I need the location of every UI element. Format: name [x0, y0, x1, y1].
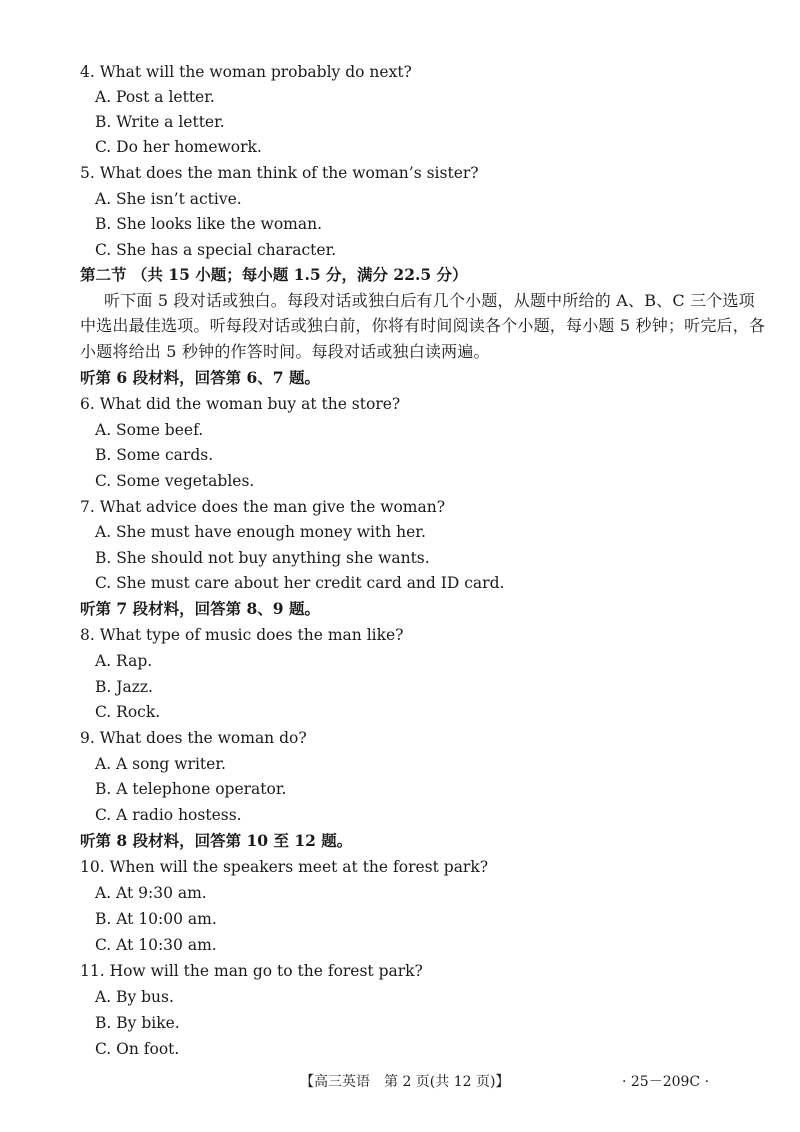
option: C. At 10:30 am.: [95, 936, 217, 954]
question-7: 7. What advice does the man give the woman?: [80, 498, 446, 516]
option: C. Rock.: [95, 703, 161, 721]
option: C. She has a special character.: [95, 241, 337, 259]
option: B. Jazz.: [95, 678, 153, 696]
option: A. Some beef.: [95, 421, 204, 439]
option: B. She looks like the woman.: [95, 215, 323, 233]
option: B. A telephone operator.: [95, 780, 287, 798]
option: C. On foot.: [95, 1040, 180, 1058]
section-heading: 第二节 （共 15 小题；每小题 1.5 分，满分 22.5 分）: [80, 265, 468, 284]
page-footer-code: · 25－209C ·: [622, 1074, 710, 1090]
question-4: 4. What will the woman probably do next?: [80, 63, 412, 81]
material-heading: 听第 7 段材料，回答第 8、9 题。: [80, 599, 320, 618]
option: A. At 9:30 am.: [95, 884, 207, 902]
option: B. She should not buy anything she wants.: [95, 549, 430, 567]
question-5: 5. What does the man think of the woman’s sister?: [80, 164, 479, 182]
option: A. She must have enough money with her.: [95, 523, 426, 541]
option: B. At 10:00 am.: [95, 910, 217, 928]
option: B. By bike.: [95, 1014, 180, 1032]
question-6: 6. What did the woman buy at the store?: [80, 395, 401, 413]
option: C. She must care about her credit card and ID card.: [95, 574, 505, 592]
material-heading: 听第 6 段材料，回答第 6、7 题。: [80, 368, 320, 387]
page-footer-label: 【高三英语 第 2 页(共 12 页)】: [300, 1074, 510, 1090]
option: C. Some vegetables.: [95, 472, 255, 490]
option: C. A radio hostess.: [95, 806, 242, 824]
option: A. A song writer.: [95, 755, 226, 773]
question-11: 11. How will the man go to the forest park?: [80, 962, 423, 980]
question-10: 10. When will the speakers meet at the forest park?: [80, 858, 489, 876]
option: A. Post a letter.: [95, 88, 215, 106]
instructions-line: 听下面 5 段对话或独白。每段对话或独白后有几个小题，从题中所给的 A、B、C 三个选项: [104, 291, 755, 310]
option: B. Write a letter.: [95, 113, 225, 131]
option: A. Rap.: [95, 652, 153, 670]
question-8: 8. What type of music does the man like?: [80, 626, 404, 644]
option: B. Some cards.: [95, 446, 214, 464]
option: C. Do her homework.: [95, 138, 262, 156]
option: A. By bus.: [95, 988, 174, 1006]
option: A. She isn’t active.: [95, 190, 242, 208]
instructions-line: 中选出最佳选项。听每段对话或独白前，你将有时间阅读各个小题，每小题 5 秒钟；听完后，各: [80, 316, 766, 335]
material-heading: 听第 8 段材料，回答第 10 至 12 题。: [80, 831, 353, 850]
instructions-line: 小题将给出 5 秒钟的作答时间。每段对话或独白读两遍。: [80, 342, 490, 361]
question-9: 9. What does the woman do?: [80, 729, 307, 747]
